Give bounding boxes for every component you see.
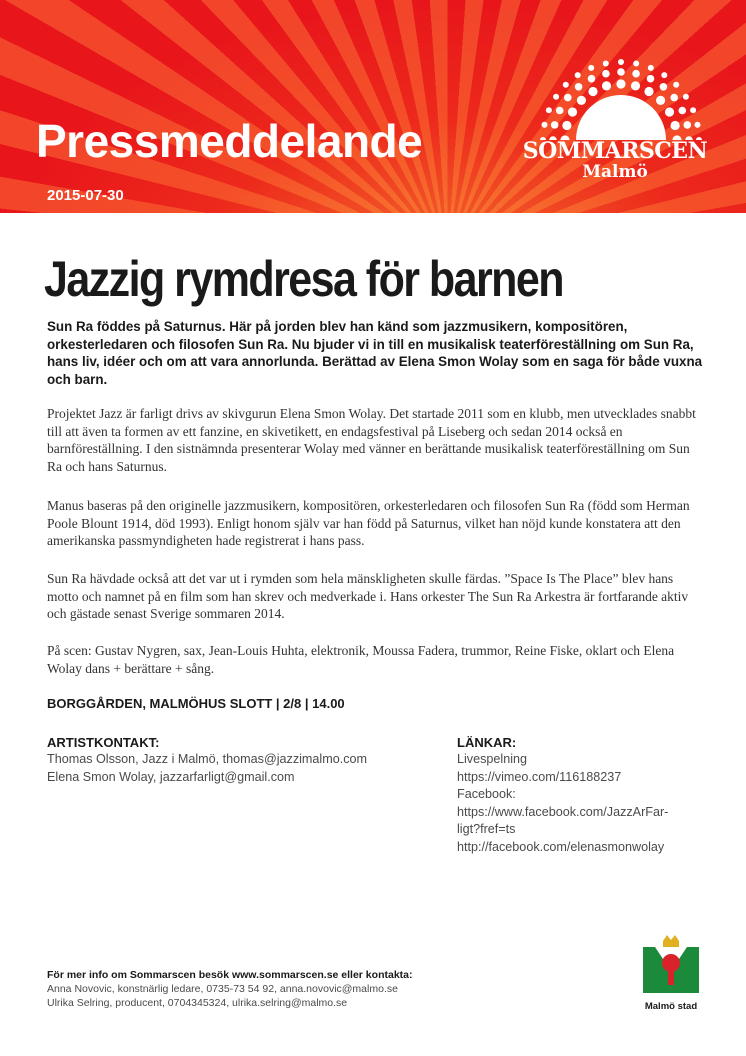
article-headline: Jazzig rymdresa för barnen	[44, 251, 563, 307]
sun-ray-dot	[575, 83, 583, 91]
contact-line[interactable]: Elena Smon Wolay, jazzarfarligt@gmail.com	[47, 769, 295, 784]
sun-ray-dot	[695, 122, 701, 128]
sun-ray-dot	[648, 65, 654, 71]
logo-city: Malmö	[582, 162, 648, 182]
malmo-crest-icon	[641, 933, 701, 997]
artist-contact-section	[47, 735, 427, 786]
sun-ray-dot	[575, 72, 581, 78]
sun-ray-dot	[683, 94, 689, 100]
sun-ray-dot	[631, 81, 640, 90]
links-heading: LÄNKAR:	[457, 735, 517, 750]
sun-ray-dot	[602, 81, 611, 90]
sun-ray-dot	[679, 107, 687, 115]
sun-ray-dot	[618, 59, 624, 65]
sun-ray-dot	[563, 82, 569, 88]
link-label: Facebook:	[457, 787, 516, 802]
article-paragraph: På scen: Gustav Nygren, sax, Jean-Louis Huhta, elektronik, Moussa Fadera, trummor, Reine Fiske, oklart och Elena Wolay dans + berättare + sång.	[47, 643, 675, 676]
sun-logo-icon	[536, 56, 706, 140]
sun-ray-dot	[602, 70, 610, 78]
facebook-link[interactable]: http://facebook.com/elenasmonwolay	[457, 839, 665, 854]
sun-ray-dot	[644, 87, 653, 96]
contact-line[interactable]: Thomas Olsson, Jazz i Malmö, thomas@jazzimalmo.com	[47, 752, 368, 766]
sun-ray-dot	[551, 121, 559, 129]
footer-contact-line[interactable]: Anna Novovic, konstnärlig ledare, 0735-73 54 92, anna.novovic@malmo.se	[47, 983, 398, 995]
sun-ray-dot	[632, 70, 640, 78]
facebook-link[interactable]: https://www.facebook.com/JazzArFar-	[457, 804, 669, 819]
sun-ray-dot	[562, 121, 571, 130]
sun-ray-dot	[665, 107, 674, 116]
sun-ray-dot	[588, 87, 597, 96]
facebook-link[interactable]: ligt?fref=ts	[457, 822, 516, 837]
footer-info	[47, 968, 607, 1010]
page-title: Pressmeddelande	[36, 115, 423, 167]
link-label: Livespelning	[457, 752, 528, 766]
sun-ray-dot	[690, 107, 696, 113]
sun-ray-dot	[588, 65, 594, 71]
footer-heading: För mer info om Sommarscen besök www.sommarscen.se eller kontakta:	[47, 969, 413, 981]
sun-ray-dot	[647, 75, 655, 83]
crest-label: Malmö stad	[644, 1001, 698, 1012]
artist-contact-heading: ARTISTKONTAKT:	[47, 735, 160, 750]
event-venue: BORGGÅRDEN, MALMÖHUS SLOTT | 2/8 | 14.00	[47, 696, 345, 711]
sun-ray-dot	[546, 107, 552, 113]
sun-ray-dot	[660, 83, 668, 91]
sun-ray-dot	[656, 96, 665, 105]
article-paragraph: Projektet Jazz är farligt drivs av skivgurun Elena Smon Wolay. Det startade 2011 som en klubb, men utvecklades snabbt till att även ta formen av ett fanzine, en skivetikett, en endagsfestival på Liseberg och sedan 2014 också en barnföreställning. I den sistnämnda presenterar Wolay med vänner en berättande musikalisk teaterföreställning om Sun Ra och hans Saturnus.	[47, 406, 696, 474]
sun-ray-dot	[673, 82, 679, 88]
sun-ray-dot	[633, 61, 639, 67]
sun-ray-dot	[661, 72, 667, 78]
sun-ray-dot	[671, 121, 680, 130]
vimeo-link[interactable]: https://vimeo.com/116188237	[457, 769, 622, 784]
sun-ray-dot	[553, 94, 559, 100]
sun-ray-dot	[603, 61, 609, 67]
header-banner	[0, 0, 746, 213]
article-lead: Sun Ra föddes på Saturnus. Här på jorden blev han känd som jazzmusikern, kompositören, orkesterledaren och filosofen Sun Ra. Nu bjuder vi in till en musikalisk teaterföreställning om Sun Ra, hans liv, idéer och om att vara annorlunda. Berättad av Elena Smon Wolay som en saga för både vuxna och barn.	[47, 319, 703, 387]
sun-ray-dot	[588, 75, 596, 83]
sun-ray-dot	[556, 107, 564, 115]
sun-ray-dot	[542, 122, 548, 128]
release-date: 2015-07-30	[47, 187, 124, 204]
article-paragraph: Manus baseras på den originelle jazzmusikern, kompositören, orkesterledaren och filosofen Sun Ra (född som Herman Poole Blount 1914, död 1993). Enligt honom själv var han född på Saturnus, vilket han nöjd kunde konstatera att den amerikanska passmyndigheten hade registrerat i hans pass.	[47, 498, 690, 549]
footer-contact-line[interactable]: Ulrika Selring, producent, 0704345324, ulrika.selring@malmo.se	[47, 997, 348, 1009]
sun-ray-dot	[616, 79, 625, 88]
logo-wordmark: SOMMARSCEN	[522, 138, 708, 164]
sun-ray-dot	[577, 96, 586, 105]
sun-ray-dot	[684, 121, 692, 129]
links-section	[457, 735, 707, 857]
sun-ray-dot	[568, 107, 577, 116]
sun-ray-dot	[564, 94, 572, 102]
sun-ray-dot	[617, 68, 625, 76]
sun-ray-dot	[670, 94, 678, 102]
article-paragraph: Sun Ra hävdade också att det var ut i rymden som hela mänskligheten skulle färdas. ”Space Is The Place” blev hans motto och namnet på en film som han skrev och medverkade i. Hans orkester The Sun Ra Arkestra är fortfarande aktiv och gästade senast Sverige sommaren 2014.	[47, 571, 689, 622]
